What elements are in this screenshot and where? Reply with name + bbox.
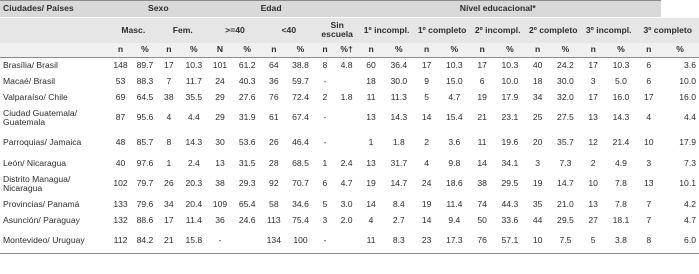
table-row: [0, 106, 699, 131]
percent-cell: 10.0: [501, 75, 519, 86]
percent-cell: 1.8: [340, 91, 353, 102]
percent-cell: 31.9: [238, 112, 256, 123]
count-cell: 92: [269, 178, 279, 189]
percent-cell: 35.7: [557, 137, 574, 148]
count-cell: 14: [366, 198, 376, 209]
percent-cell: 34.6: [292, 198, 309, 209]
percent-cell: 61.2: [238, 60, 256, 71]
table-row: [0, 213, 699, 229]
unit-header-cell: n: [470, 43, 494, 58]
country-cell: Macaé/ Brasil: [3, 75, 56, 86]
count-cell: 13: [588, 112, 598, 123]
percent-cell: 7.5: [550, 229, 581, 254]
country-cell: Brasília/ Brasil: [3, 60, 58, 71]
percent-cell: 19.6: [501, 137, 519, 148]
percent-cell: 10.1: [679, 178, 696, 189]
count-cell: 17: [644, 91, 654, 102]
percent-cell: 1.8: [392, 137, 405, 148]
percent-cell: 11.7: [185, 75, 202, 86]
unit-header-row: [0, 43, 699, 58]
table-row: [0, 90, 699, 106]
primary-complete-header: 1º completo: [414, 18, 470, 43]
percent-cell: 32.0: [557, 91, 574, 102]
percent-cell: 4.4: [684, 112, 696, 123]
percent-cell: 40.3: [238, 75, 256, 86]
lt40-header: <40: [262, 18, 315, 43]
unit-header-cell: %: [383, 43, 414, 58]
count-cell: 17: [421, 60, 432, 71]
count-cell: 6: [479, 75, 485, 86]
count-cell: 112: [109, 229, 132, 254]
count-cell: 3: [646, 157, 652, 168]
percent-cell: 15.8: [180, 229, 208, 254]
count-cell: 10: [644, 137, 654, 148]
percent-cell: 17.3: [439, 229, 470, 254]
percent-cell: 14.3: [185, 137, 203, 148]
percent-cell: 68.5: [292, 157, 309, 168]
table-row: [0, 197, 699, 213]
percent-cell: 44.3: [501, 198, 519, 209]
subheader-row: [0, 18, 699, 43]
count-cell: 6: [646, 75, 652, 86]
percent-cell: 4.7: [684, 214, 696, 225]
percent-cell: 79.6: [136, 198, 154, 209]
count-cell: -: [208, 229, 232, 254]
table-row: [0, 131, 699, 156]
count-cell: 28: [269, 157, 279, 168]
unit-header-cell: n: [581, 43, 605, 58]
count-cell: 18: [532, 75, 543, 86]
percent-cell: 88.6: [136, 214, 154, 225]
count-cell: 101: [212, 60, 228, 71]
count-cell: 25: [532, 112, 543, 123]
count-cell: 12: [588, 137, 598, 148]
count-cell: 14: [421, 214, 432, 225]
percent-cell: 8.4: [392, 198, 405, 209]
count-cell: 13: [588, 198, 598, 209]
count-cell: 26: [269, 137, 279, 148]
percent-cell: 65.4: [238, 198, 256, 209]
count-cell: 5: [424, 91, 429, 102]
count-cell: -: [323, 75, 327, 86]
percent-cell: 21.4: [612, 137, 630, 148]
count-cell: 44: [532, 214, 543, 225]
count-cell: 69: [115, 91, 126, 102]
count-cell: -: [315, 229, 334, 254]
percent-cell: 36.4: [390, 60, 408, 71]
fem-header: Fem.: [158, 18, 208, 43]
count-cell: 5: [581, 229, 605, 254]
count-cell: 3: [535, 157, 541, 168]
count-cell: 132: [113, 214, 128, 225]
percent-cell: 70.7: [292, 178, 309, 189]
count-cell: 19: [421, 198, 432, 209]
percent-cell: 10.3: [445, 60, 463, 71]
percent-cell: 30.0: [557, 75, 574, 86]
percent-cell: 9.4: [448, 214, 461, 225]
tertiary-complete-header: 3º completo: [637, 18, 699, 43]
count-cell: 24: [421, 178, 432, 189]
percent-cell: 31.5: [238, 157, 256, 168]
percent-cell: 89.7: [136, 60, 154, 71]
secondary-complete-header: 2º completo: [525, 18, 581, 43]
percent-cell: 10.0: [679, 75, 696, 86]
percent-cell: 10.3: [185, 60, 203, 71]
count-cell: 8: [166, 137, 172, 148]
percent-cell: 4.4: [187, 112, 200, 123]
count-cell: 10: [525, 229, 549, 254]
percent-cell: 4.7: [340, 178, 353, 189]
count-cell: 8: [322, 60, 328, 71]
percent-cell: 34.1: [501, 157, 519, 168]
country-cell: Distrito Managua/ Nicaragua: [3, 173, 71, 193]
count-cell: 38: [215, 178, 225, 189]
percent-cell: 2.4: [340, 157, 353, 168]
count-cell: 11: [366, 91, 376, 102]
percent-cell: [334, 131, 358, 156]
percent-cell: 29.5: [501, 178, 519, 189]
count-cell: 10: [588, 178, 598, 189]
count-cell: 19: [477, 91, 487, 102]
percent-cell: 20.4: [185, 198, 203, 209]
percent-cell: 85.7: [136, 137, 154, 148]
count-cell: 2: [424, 137, 429, 148]
percent-cell: 7.8: [614, 178, 627, 189]
unit-header-cell: %: [439, 43, 470, 58]
edad-header: Edad: [208, 1, 335, 18]
primary-incomplete-header: 1º incompl.: [359, 18, 415, 43]
unit-header-cell: %: [132, 43, 158, 58]
percent-cell: 7.8: [614, 198, 627, 209]
count-cell: 109: [212, 198, 228, 209]
percent-cell: 33.6: [501, 214, 519, 225]
count-cell: 11: [477, 137, 487, 148]
count-cell: 38: [164, 91, 174, 102]
count-cell: 134: [262, 229, 285, 254]
percent-cell: 15.4: [445, 112, 463, 123]
percent-cell: 31.7: [390, 157, 408, 168]
count-cell: 7: [646, 214, 652, 225]
count-cell: 1: [322, 157, 328, 168]
count-cell: 11: [359, 229, 383, 254]
percent-cell: [232, 229, 262, 254]
unit-header-cell: n: [109, 43, 132, 58]
percent-cell: 11.4: [446, 198, 463, 209]
percent-cell: 27.5: [557, 112, 574, 123]
count-cell: 17: [588, 60, 598, 71]
count-cell: 38: [477, 178, 487, 189]
masc-header: Masc.: [109, 18, 158, 43]
secondary-incomplete-header: 2º incompl.: [470, 18, 526, 43]
percent-cell: 75.4: [292, 214, 309, 225]
percent-cell: 11.4: [185, 214, 202, 225]
count-cell: 17: [164, 214, 174, 225]
country-cell: Provincias/ Panamá: [3, 198, 80, 209]
table-row: [0, 156, 699, 172]
country-cell: Asunción/ Paraguay: [3, 214, 80, 225]
count-cell: 133: [113, 198, 128, 209]
percent-cell: 21.0: [557, 198, 574, 209]
percent-cell: 20.3: [185, 178, 203, 189]
count-cell: 19: [366, 178, 376, 189]
table-body: [0, 58, 699, 254]
percent-cell: 97.6: [136, 157, 154, 168]
percent-cell: 59.7: [292, 75, 309, 86]
country-header-spacer: [0, 18, 109, 43]
percent-cell: 3.6: [448, 137, 461, 148]
count-cell: 8: [637, 229, 662, 254]
count-cell: 19: [532, 178, 543, 189]
unit-header-cell: %: [180, 43, 208, 58]
count-cell: 13: [366, 157, 376, 168]
percent-cell: 24.6: [238, 214, 256, 225]
count-cell: 53: [115, 75, 126, 86]
count-cell: 9: [424, 75, 429, 86]
unit-header-cell: n: [414, 43, 438, 58]
percent-cell: 30.0: [390, 75, 408, 86]
percent-cell: 29.3: [238, 178, 256, 189]
percent-cell: 4.7: [448, 91, 461, 102]
count-cell: 2: [322, 91, 328, 102]
count-cell: 102: [113, 178, 128, 189]
count-cell: 64: [269, 60, 279, 71]
group-header-row: [0, 1, 699, 18]
count-cell: 76: [269, 91, 279, 102]
percent-cell: 2.0: [340, 214, 353, 225]
sin-escuela-header: Sin escuela: [315, 18, 358, 43]
count-cell: 14: [421, 112, 432, 123]
percent-cell: 9.8: [448, 157, 461, 168]
count-cell: 60: [366, 60, 376, 71]
count-cell: -: [323, 112, 327, 123]
percent-cell: 6.0: [661, 229, 699, 254]
percent-cell: 88.3: [136, 75, 154, 86]
count-cell: 13: [366, 112, 376, 123]
percent-cell: 7.3: [559, 157, 572, 168]
percent-cell: 14.3: [612, 112, 630, 123]
percent-cell: 4.9: [614, 157, 627, 168]
percent-cell: 72.4: [292, 91, 309, 102]
unit-header-cell: n: [637, 43, 662, 58]
percent-cell: 84.2: [132, 229, 158, 254]
count-cell: 40: [115, 157, 126, 168]
percent-cell: 14.7: [390, 178, 408, 189]
count-cell: 148: [113, 60, 128, 71]
count-cell: 7: [646, 198, 652, 209]
count-cell: 21: [158, 229, 180, 254]
percent-cell: 4.8: [340, 60, 353, 71]
unit-header-cell: %: [661, 43, 699, 58]
percent-cell: 16.0: [679, 91, 696, 102]
count-cell: 13: [644, 178, 654, 189]
table-row: [0, 172, 699, 197]
count-cell: 36: [269, 75, 279, 86]
count-cell: 21: [477, 112, 487, 123]
percent-cell: 16.0: [612, 91, 630, 102]
percent-cell: 35.5: [185, 91, 203, 102]
count-cell: 48: [115, 137, 126, 148]
percent-cell: 64.5: [136, 91, 154, 102]
count-cell: 23: [414, 229, 438, 254]
count-cell: 4: [424, 157, 429, 168]
count-cell: 34: [532, 91, 543, 102]
country-cell: Ciudad Guatemala/ Guatemala: [3, 107, 78, 127]
country-cell: León/ Nicaragua: [3, 157, 67, 168]
unit-header-cell: %: [286, 43, 316, 58]
unit-header-cell: n: [359, 43, 383, 58]
percent-cell: 46.4: [292, 137, 309, 148]
percent-cell: 8.3: [383, 229, 414, 254]
count-cell: -: [323, 137, 327, 148]
percent-cell: 3.0: [340, 198, 353, 209]
percent-cell: 95.6: [136, 112, 154, 123]
count-cell: 40: [532, 60, 543, 71]
percent-cell: 79.7: [136, 178, 154, 189]
count-cell: 3: [322, 214, 328, 225]
unit-header-cell: %: [550, 43, 581, 58]
count-cell: 34: [164, 198, 174, 209]
count-cell: 30: [215, 137, 225, 148]
count-cell: 27: [588, 214, 598, 225]
percent-cell: 29.5: [557, 214, 574, 225]
percent-cell: 23.1: [501, 112, 519, 123]
count-cell: 74: [477, 198, 487, 209]
count-cell: 6: [322, 178, 328, 189]
percent-cell: 14.7: [557, 178, 574, 189]
count-cell: 7: [166, 75, 172, 86]
count-cell: 113: [266, 214, 281, 225]
count-cell: 17: [477, 60, 487, 71]
count-cell: 61: [269, 112, 279, 123]
percent-cell: 3.6: [684, 60, 696, 71]
nivel-educacional-header: Nível educacional*: [334, 1, 661, 18]
percent-cell: 18.6: [445, 178, 463, 189]
country-cell: Valparaíso/ Chile: [3, 91, 68, 102]
tertiary-incomplete-header: 3º incompl.: [581, 18, 637, 43]
count-cell: 35: [532, 198, 543, 209]
percent-cell: 18.1: [612, 214, 630, 225]
percent-cell: 3.8: [605, 229, 636, 254]
count-cell: 29: [215, 112, 225, 123]
percent-cell: 11.3: [390, 91, 407, 102]
sexo-header: Sexo: [109, 1, 208, 18]
country-cell: Montevideo/ Uruguay: [0, 229, 109, 254]
unit-header-spacer: [0, 43, 109, 58]
count-cell: 1: [368, 137, 374, 148]
percent-cell: 4.2: [684, 198, 696, 209]
table-row: [0, 74, 699, 90]
count-cell: 17: [164, 60, 174, 71]
unit-header-cell: %: [232, 43, 262, 58]
percent-cell: 2.7: [392, 214, 405, 225]
count-cell: 6: [646, 60, 652, 71]
table-row: [0, 229, 699, 254]
percent-cell: 7.3: [684, 157, 696, 168]
percent-cell: [334, 229, 358, 254]
unit-header-cell: n: [315, 43, 334, 58]
count-cell: 5: [322, 198, 328, 209]
count-cell: 17: [588, 91, 598, 102]
count-cell: 2: [590, 157, 596, 168]
count-cell: 87: [115, 112, 126, 123]
percent-cell: 53.6: [238, 137, 256, 148]
count-cell: 4: [368, 214, 374, 225]
percent-cell: 38.8: [292, 60, 309, 71]
unit-header-cell: %: [605, 43, 636, 58]
count-cell: 4: [166, 112, 172, 123]
percent-cell: 24.2: [557, 60, 574, 71]
percent-cell: [334, 74, 358, 90]
unit-header-cell: %†: [334, 43, 358, 58]
unit-header-cell: n: [262, 43, 285, 58]
count-cell: 20: [532, 137, 543, 148]
country-cell: Parroquias/ Jamaica: [3, 137, 82, 148]
count-cell: 3: [590, 75, 596, 86]
percent-cell: 15.0: [445, 75, 463, 86]
percent-cell: 57.1: [494, 229, 525, 254]
unit-header-cell: N: [208, 43, 232, 58]
count-cell: 26: [164, 178, 174, 189]
count-cell: 1: [166, 157, 172, 168]
country-header: Ciudades/ Países: [0, 1, 109, 18]
ge40-header: >=40: [208, 18, 262, 43]
unit-header-cell: n: [158, 43, 180, 58]
count-cell: 13: [215, 157, 225, 168]
count-cell: 29: [215, 91, 225, 102]
percent-cell: 10.3: [612, 60, 630, 71]
percent-cell: 5.0: [614, 75, 627, 86]
count-cell: 24: [215, 75, 225, 86]
unit-header-cell: %: [494, 43, 525, 58]
percent-cell: [334, 106, 358, 131]
percent-cell: 27.6: [238, 91, 256, 102]
table-row: [0, 58, 699, 74]
percent-cell: 17.9: [679, 137, 696, 148]
count-cell: 50: [477, 214, 487, 225]
count-cell: 4: [646, 112, 652, 123]
count-cell: 76: [470, 229, 494, 254]
count-cell: 58: [269, 198, 279, 209]
percent-cell: 17.9: [501, 91, 519, 102]
percent-cell: 14.3: [390, 112, 408, 123]
count-cell: 14: [477, 157, 487, 168]
percent-cell: 2.4: [187, 157, 200, 168]
count-cell: 36: [215, 214, 225, 225]
count-cell: 18: [366, 75, 376, 86]
unit-header-cell: n: [525, 43, 549, 58]
percent-cell: 10.3: [501, 60, 519, 71]
percent-cell: 100: [286, 229, 316, 254]
percent-cell: 67.4: [292, 112, 309, 123]
